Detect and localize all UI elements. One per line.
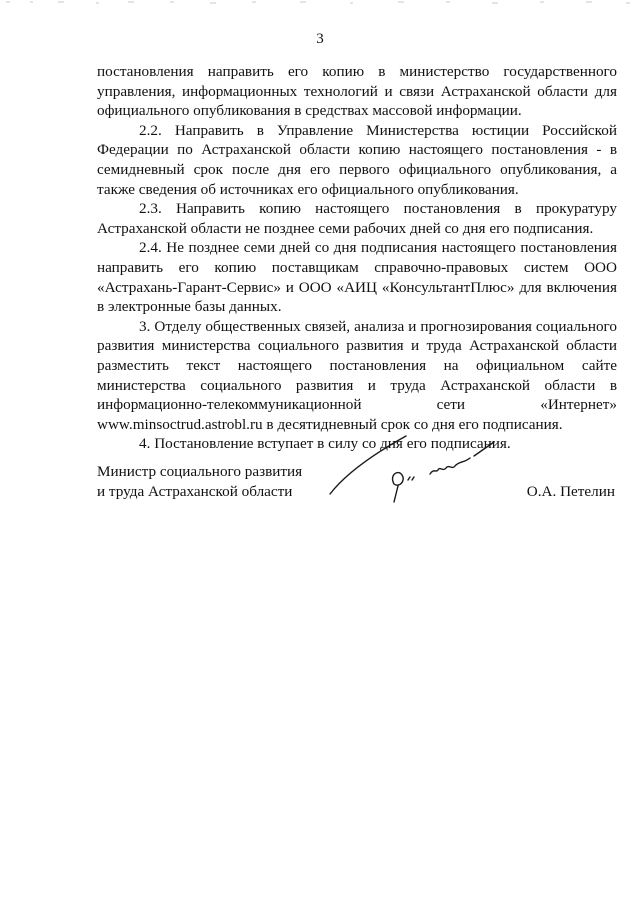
page-number: 3 bbox=[316, 31, 324, 47]
paragraph-item-3: 3. Отделу общественных связей, анализа и прогнозирования социального развития министерства социального развития и труда Астраханской области разместить текст настоящего постановления на официальном сайте министерства социального развития и труда Астраханской области в информационно-телекоммуникационной сети «Интернет» www.minsoctrud.astrobl.ru в десятидневный срок со дня его подписания. bbox=[97, 317, 617, 433]
signer-name: О.А. Петелин bbox=[526, 482, 615, 500]
scan-edge-artifact bbox=[0, 0, 640, 6]
signer-position-line-2: и труда Астраханской области bbox=[97, 482, 293, 500]
signer-position-line-1: Министр социального развития bbox=[97, 463, 303, 480]
signer-position bbox=[97, 462, 302, 501]
paragraph-item-2-3: 2.3. Направить копию настоящего постановления в прокуратуру Астраханской области не позднее семи рабочих дней со дня его подписания. bbox=[97, 200, 617, 237]
paragraph-item-4: 4. Постановление вступает в силу со дня его подписания. bbox=[139, 435, 511, 453]
document-body bbox=[97, 62, 617, 454]
paragraph-item-2-2: 2.2. Направить в Управление Министерства юстиции Российской Федерации по Астраханской области копию настоящего постановления - в семидневный срок после дня его первого официального опубликования, а также сведения об источниках его официального опубликования. bbox=[97, 121, 617, 198]
signature-block bbox=[97, 462, 617, 522]
paragraph-continuation: постановления направить его копию в министерство государственного управления, информационных технологий и связи Астраханской области для официального опубликования в средствах массовой информации. bbox=[97, 63, 617, 120]
paragraph-item-2-4: 2.4. Не позднее семи дней со дня подписания настоящего постановления направить его копию поставщикам справочно-правовых систем ООО «Астрахань-Гарант-Сервис» и ООО «АИЦ «КонсультантПлюс» для включения в электронные базы данных. bbox=[97, 239, 617, 316]
